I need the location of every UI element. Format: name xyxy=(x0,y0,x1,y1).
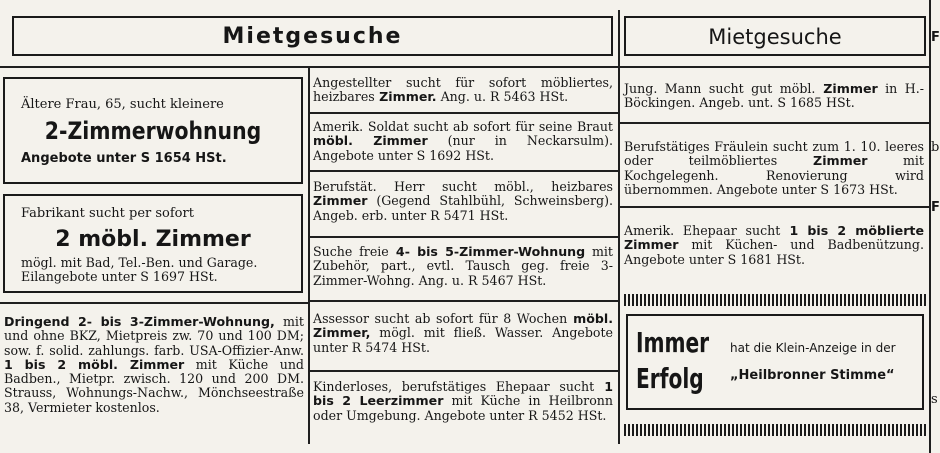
ad-text: Angestellter sucht für sofort möbliertes, heizbares Zimmer. Ang. u. R 5463 HSt. xyxy=(313,75,613,105)
rule xyxy=(0,302,308,304)
promo-text: hat die Klein-Anzeige in der xyxy=(730,341,896,355)
ad-text: Amerik. Soldat sucht ab sofort für seine Braut möbl. Zimmer (nur in Neckarsulm). Angebote unter S 1692 HSt. xyxy=(313,119,613,163)
ad-text: Amerik. Ehepaar sucht 1 bis 2 möblierte Zimmer mit Küchen- und Badbenützung. Angebote unter S 1681 HSt. xyxy=(624,223,924,267)
rule xyxy=(620,122,929,124)
ad-box xyxy=(3,194,303,293)
ad-text: Berufstät. Herr sucht möbl., heizbares Zimmer (Gegend Stahlbühl, Schweinsberg). Angeb. erb. unter R 5471 HSt. xyxy=(313,179,613,223)
ad-text: Jung. Mann sucht gut möbl. Zimmer in H.-Böckingen. Angeb. unt. S 1685 HSt. xyxy=(624,81,924,111)
ad-text: Assessor sucht ab sofort für 8 Wochen möbl. Zimmer, mögl. mit fließ. Wasser. Angebote unter R 5474 HSt. xyxy=(313,311,613,355)
promo-headline: Immer xyxy=(636,326,710,359)
edge-fragment: b xyxy=(931,140,940,155)
decorative-border xyxy=(624,294,926,306)
rule xyxy=(620,206,929,208)
rule xyxy=(310,112,618,114)
ad-text: Eilangebote unter S 1697 HSt. xyxy=(21,269,218,284)
header-box-left xyxy=(12,16,613,56)
edge-fragment: F xyxy=(931,30,940,45)
ad-text: Fabrikant sucht per sofort xyxy=(21,206,194,221)
rule xyxy=(310,236,618,238)
ad-headline: 2 möbl. Zimmer xyxy=(55,227,251,252)
ad-text: Dringend 2- bis 3-Zimmer-Wohnung, mit und ohne BKZ, Mietpreis zw. 70 und 100 DM; sow. f. solid. zahlungs. farb. USA-Offizier-Anw. 1 bis 2 möbl. Zimmer mit Küche und Badben., Mietpr. zwisch. 120 und 200 DM. Strauss, Wohnungs-Nachw., Mönchseestraße 38, Vermieter kostenlos. xyxy=(4,314,304,415)
rule xyxy=(310,300,618,302)
edge-fragment: F xyxy=(931,200,940,215)
ad-text: Ältere Frau, 65, sucht kleinere xyxy=(21,97,224,112)
promo-box xyxy=(626,314,924,410)
section-title-right: Mietgesuche xyxy=(708,25,842,49)
column-rule xyxy=(308,68,310,444)
ad-box xyxy=(3,77,303,184)
section-title-left: Mietgesuche xyxy=(222,24,403,49)
edge-fragment: s xyxy=(931,392,938,407)
promo-text: „Heilbronner Stimme“ xyxy=(730,368,895,383)
ad-text: Angebote unter S 1654 HSt. xyxy=(21,151,227,166)
column-rule xyxy=(618,10,620,444)
ad-text: Berufstätiges Fräulein sucht zum 1. 10. leeres oder teilmöbliertes Zimmer mit Kochgelegenh. Renovierung wird übernommen. Angebote unter S 1673 HSt. xyxy=(624,139,924,197)
decorative-border xyxy=(624,424,926,436)
rule xyxy=(310,170,618,172)
header-box-right xyxy=(624,16,926,56)
page-edge-rule xyxy=(929,0,931,453)
rule xyxy=(0,66,620,68)
promo-headline: Erfolg xyxy=(636,362,704,395)
rule xyxy=(310,370,618,372)
ad-text: Suche freie 4- bis 5-Zimmer-Wohnung mit Zubehör, part., evtl. Tausch geg. freie 3-Zimmer-Wohng. Ang. u. R 5467 HSt. xyxy=(313,244,613,288)
rule xyxy=(620,66,930,68)
ad-text: mögl. mit Bad, Tel.-Ben. und Garage. xyxy=(21,255,258,270)
ad-text: Kinderloses, berufstätiges Ehepaar sucht 1 bis 2 Leerzimmer mit Küche in Heilbronn oder Umgebung. Angebote unter R 5452 HSt. xyxy=(313,379,613,423)
ad-headline: 2-Zimmerwohnung xyxy=(44,117,262,145)
